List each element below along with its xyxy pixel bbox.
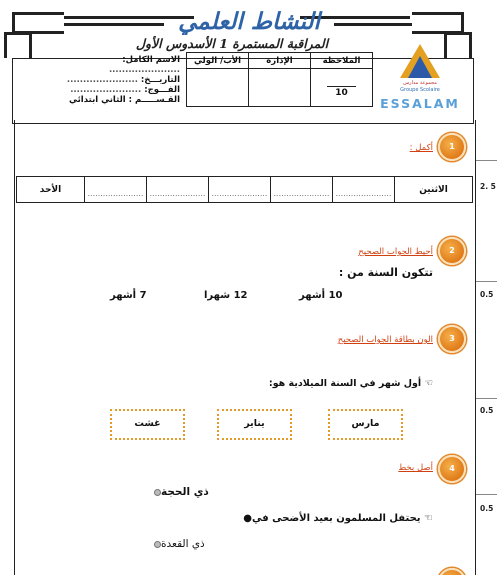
question-1-instruction: أكمل : bbox=[409, 143, 433, 153]
logo-brand: ESSALAM bbox=[380, 96, 460, 111]
day-blank[interactable]: ...................... bbox=[147, 177, 209, 203]
question-3-stem: ☜ أول شهر في السنة الميلادية هو: bbox=[268, 378, 433, 389]
pupil-field-date[interactable]: التاريـــخ: ...................... bbox=[66, 75, 180, 85]
pointing-hand-icon: ☜ bbox=[420, 513, 433, 524]
eval-col-remark: الملاحظة bbox=[311, 53, 373, 69]
day-first: الأحد bbox=[17, 177, 85, 203]
eval-col-administration: الإدارة bbox=[249, 53, 311, 69]
margin-separator-3 bbox=[476, 398, 497, 399]
school-logo bbox=[376, 44, 464, 116]
days-of-week-table bbox=[16, 176, 473, 203]
logo-line-latin: Groupe Scolaire bbox=[400, 87, 440, 93]
question-4-instruction: أصل بخط bbox=[398, 463, 433, 473]
match-dot-icon[interactable]: ● bbox=[243, 513, 253, 524]
margin-separator-4 bbox=[476, 494, 497, 495]
eval-cell-remark[interactable] bbox=[311, 69, 373, 107]
option-12-months[interactable]: 12 شهرا bbox=[204, 290, 248, 301]
answer-card-august[interactable]: غشت bbox=[110, 409, 185, 440]
bracket-left-ornament bbox=[12, 12, 64, 34]
logo-inner-triangle-icon bbox=[408, 56, 432, 78]
mark-question-2: 0.5 bbox=[480, 290, 494, 299]
match-dot-icon[interactable] bbox=[154, 489, 161, 496]
option-7-months[interactable]: 7 أشهر bbox=[110, 290, 147, 301]
day-blank[interactable]: ...................... bbox=[333, 177, 395, 203]
question-number-badge: 4 bbox=[438, 455, 466, 483]
margin-separator-1 bbox=[476, 160, 497, 161]
mark-question-4: 0.5 bbox=[480, 504, 494, 513]
question-2-instruction: أحيط الجواب الصحيح bbox=[358, 247, 433, 257]
question-4-stem: ☜ يحتفل المسلمون بعيد الأضحى في● bbox=[243, 513, 433, 524]
pointing-hand-icon: ☜ bbox=[421, 378, 433, 389]
logo-line-arabic: مجموعة مدارس bbox=[403, 80, 437, 86]
match-item-dhu-al-qada[interactable]: ذي القعدة bbox=[150, 538, 205, 550]
eval-cell-parent[interactable] bbox=[187, 69, 249, 107]
worksheet-title: النشاط العلمي bbox=[178, 8, 320, 35]
question-2-stem: تتكون السنة من : bbox=[338, 266, 433, 279]
pupil-field-group[interactable]: الفـــوج: ...................... bbox=[70, 85, 180, 95]
day-blank[interactable]: ...................... bbox=[271, 177, 333, 203]
header-rule-right-2 bbox=[334, 23, 412, 26]
answer-card-january[interactable]: يناير bbox=[217, 409, 292, 440]
bracket-left-corner bbox=[4, 32, 32, 58]
pupil-info bbox=[62, 55, 180, 105]
eval-col-parent: الأب/ الولي bbox=[187, 53, 249, 69]
question-number-badge: 1 bbox=[438, 133, 466, 161]
question-number-badge: 2 bbox=[438, 237, 466, 265]
day-last: الاثنين bbox=[395, 177, 473, 203]
match-item-dhu-al-hijja[interactable]: ذي الحجة bbox=[150, 486, 209, 498]
pupil-field-class: القـســـــم : الثاني ابتدائي bbox=[68, 95, 180, 105]
question-3-instruction: الون بطاقة الجواب الصحيح bbox=[337, 335, 433, 345]
bracket-right-ornament bbox=[412, 12, 464, 34]
mark-question-3: 0.5 bbox=[480, 406, 494, 415]
worksheet-subtitle: المراقبة المستمرة 1 الأسدوس الأول bbox=[135, 36, 329, 51]
mark-question-1: 2. 5 bbox=[480, 182, 496, 191]
pupil-field-name[interactable]: الاسم الكامل: ...................... bbox=[108, 55, 180, 75]
answer-card-march[interactable]: مارس bbox=[328, 409, 403, 440]
evaluation-table bbox=[186, 52, 373, 107]
question-number-badge: 3 bbox=[438, 325, 466, 353]
option-10-months[interactable]: 10 أشهر bbox=[299, 290, 343, 301]
margin-separator-2 bbox=[476, 281, 497, 282]
score-total: 10 bbox=[327, 86, 356, 98]
header-rule-left-2 bbox=[64, 23, 164, 26]
day-blank[interactable]: ...................... bbox=[209, 177, 271, 203]
day-blank[interactable]: ...................... bbox=[85, 177, 147, 203]
eval-cell-administration[interactable] bbox=[249, 69, 311, 107]
match-dot-icon[interactable] bbox=[154, 541, 161, 548]
